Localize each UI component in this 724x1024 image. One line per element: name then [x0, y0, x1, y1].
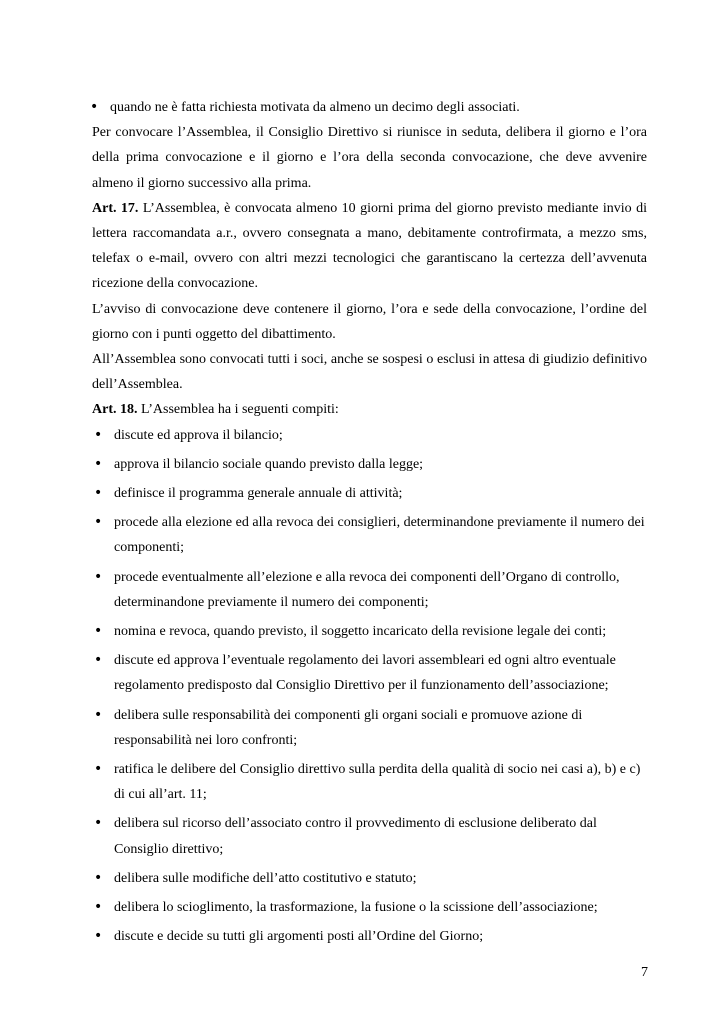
list-item: • procede eventualmente all’elezione e alla revoca dei componenti dell’Organo di controllo, determinandone previamente il numero dei componenti;: [92, 565, 647, 615]
list-item: • delibera sulle modifiche dell’atto costitutivo e statuto;: [92, 866, 647, 891]
paragraph-convoca: Per convocare l’Assemblea, il Consiglio Direttivo si riunisce in seduta, delibera il giorno e l’ora della prima convocazione e il giorno e l’ora della seconda convocazione, che deve avvenire almeno il giorno successivo alla prima.: [92, 125, 647, 191]
list-item: • approva il bilancio sociale quando previsto dalla legge;: [92, 452, 647, 477]
paragraph-avviso: L’avviso di convocazione deve contenere il giorno, l’ora e sede della convocazione, l’ordine del giorno con i punti oggetto del dibattimento.: [92, 301, 647, 342]
article-18: [92, 397, 647, 422]
article-18-heading: Art. 18.: [92, 402, 138, 418]
list-item: • delibera sul ricorso dell’associato contro il provvedimento di esclusione deliberato dal Consiglio direttivo;: [92, 811, 647, 861]
list-item: • delibera sulle responsabilità dei componenti gli organi sociali e promuove azione di responsabilità nei loro confronti;: [92, 703, 647, 753]
bullet-list-top: [92, 95, 647, 120]
list-item: • procede alla elezione ed alla revoca dei consiglieri, determinandone previamente il numero dei componenti;: [92, 510, 647, 560]
list-item: • definisce il programma generale annuale di attività;: [92, 481, 647, 506]
list-item: • discute ed approva l’eventuale regolamento dei lavori assembleari ed ogni altro eventuale regolamento predisposto dal Consiglio Direttivo per il funzionamento dell’associazione;: [92, 648, 647, 698]
page-number: 7: [641, 965, 648, 980]
page-body: [92, 95, 647, 954]
article-17: [92, 196, 647, 297]
list-item: • nomina e revoca, quando previsto, il soggetto incaricato della revisione legale dei conti;: [92, 619, 647, 644]
list-item: • discute e decide su tutti gli argomenti posti all’Ordine del Giorno;: [92, 924, 647, 949]
article-18-list: [92, 423, 647, 950]
list-item: • discute ed approva il bilancio;: [92, 423, 647, 448]
list-item: • delibera lo scioglimento, la trasformazione, la fusione o la scissione dell’associazione;: [92, 895, 647, 920]
article-17-text: L’Assemblea, è convocata almeno 10 giorni prima del giorno previsto mediante invio di lettera raccomandata a.r., ovvero consegnata a mano, debitamente controfirmata, a mezzo sms, telefax o e-mail, ovvero con altri mezzi tecnologici che garantiscano la certezza dell’avvenuta ricezione della convocazione.: [92, 200, 647, 292]
paragraph-soci: All’Assemblea sono convocati tutti i soci, anche se sospesi o esclusi in attesa di giudizio definitivo dell’Assemblea.: [92, 352, 647, 393]
list-item: • ratifica le delibere del Consiglio direttivo sulla perdita della qualità di socio nei casi a), b) e c) di cui all’art. 11;: [92, 757, 647, 807]
article-18-text: L’Assemblea ha i seguenti compiti:: [137, 402, 339, 418]
list-item: • quando ne è fatta richiesta motivata da almeno un decimo degli associati.: [88, 95, 647, 120]
article-17-heading: Art. 17.: [92, 200, 139, 216]
